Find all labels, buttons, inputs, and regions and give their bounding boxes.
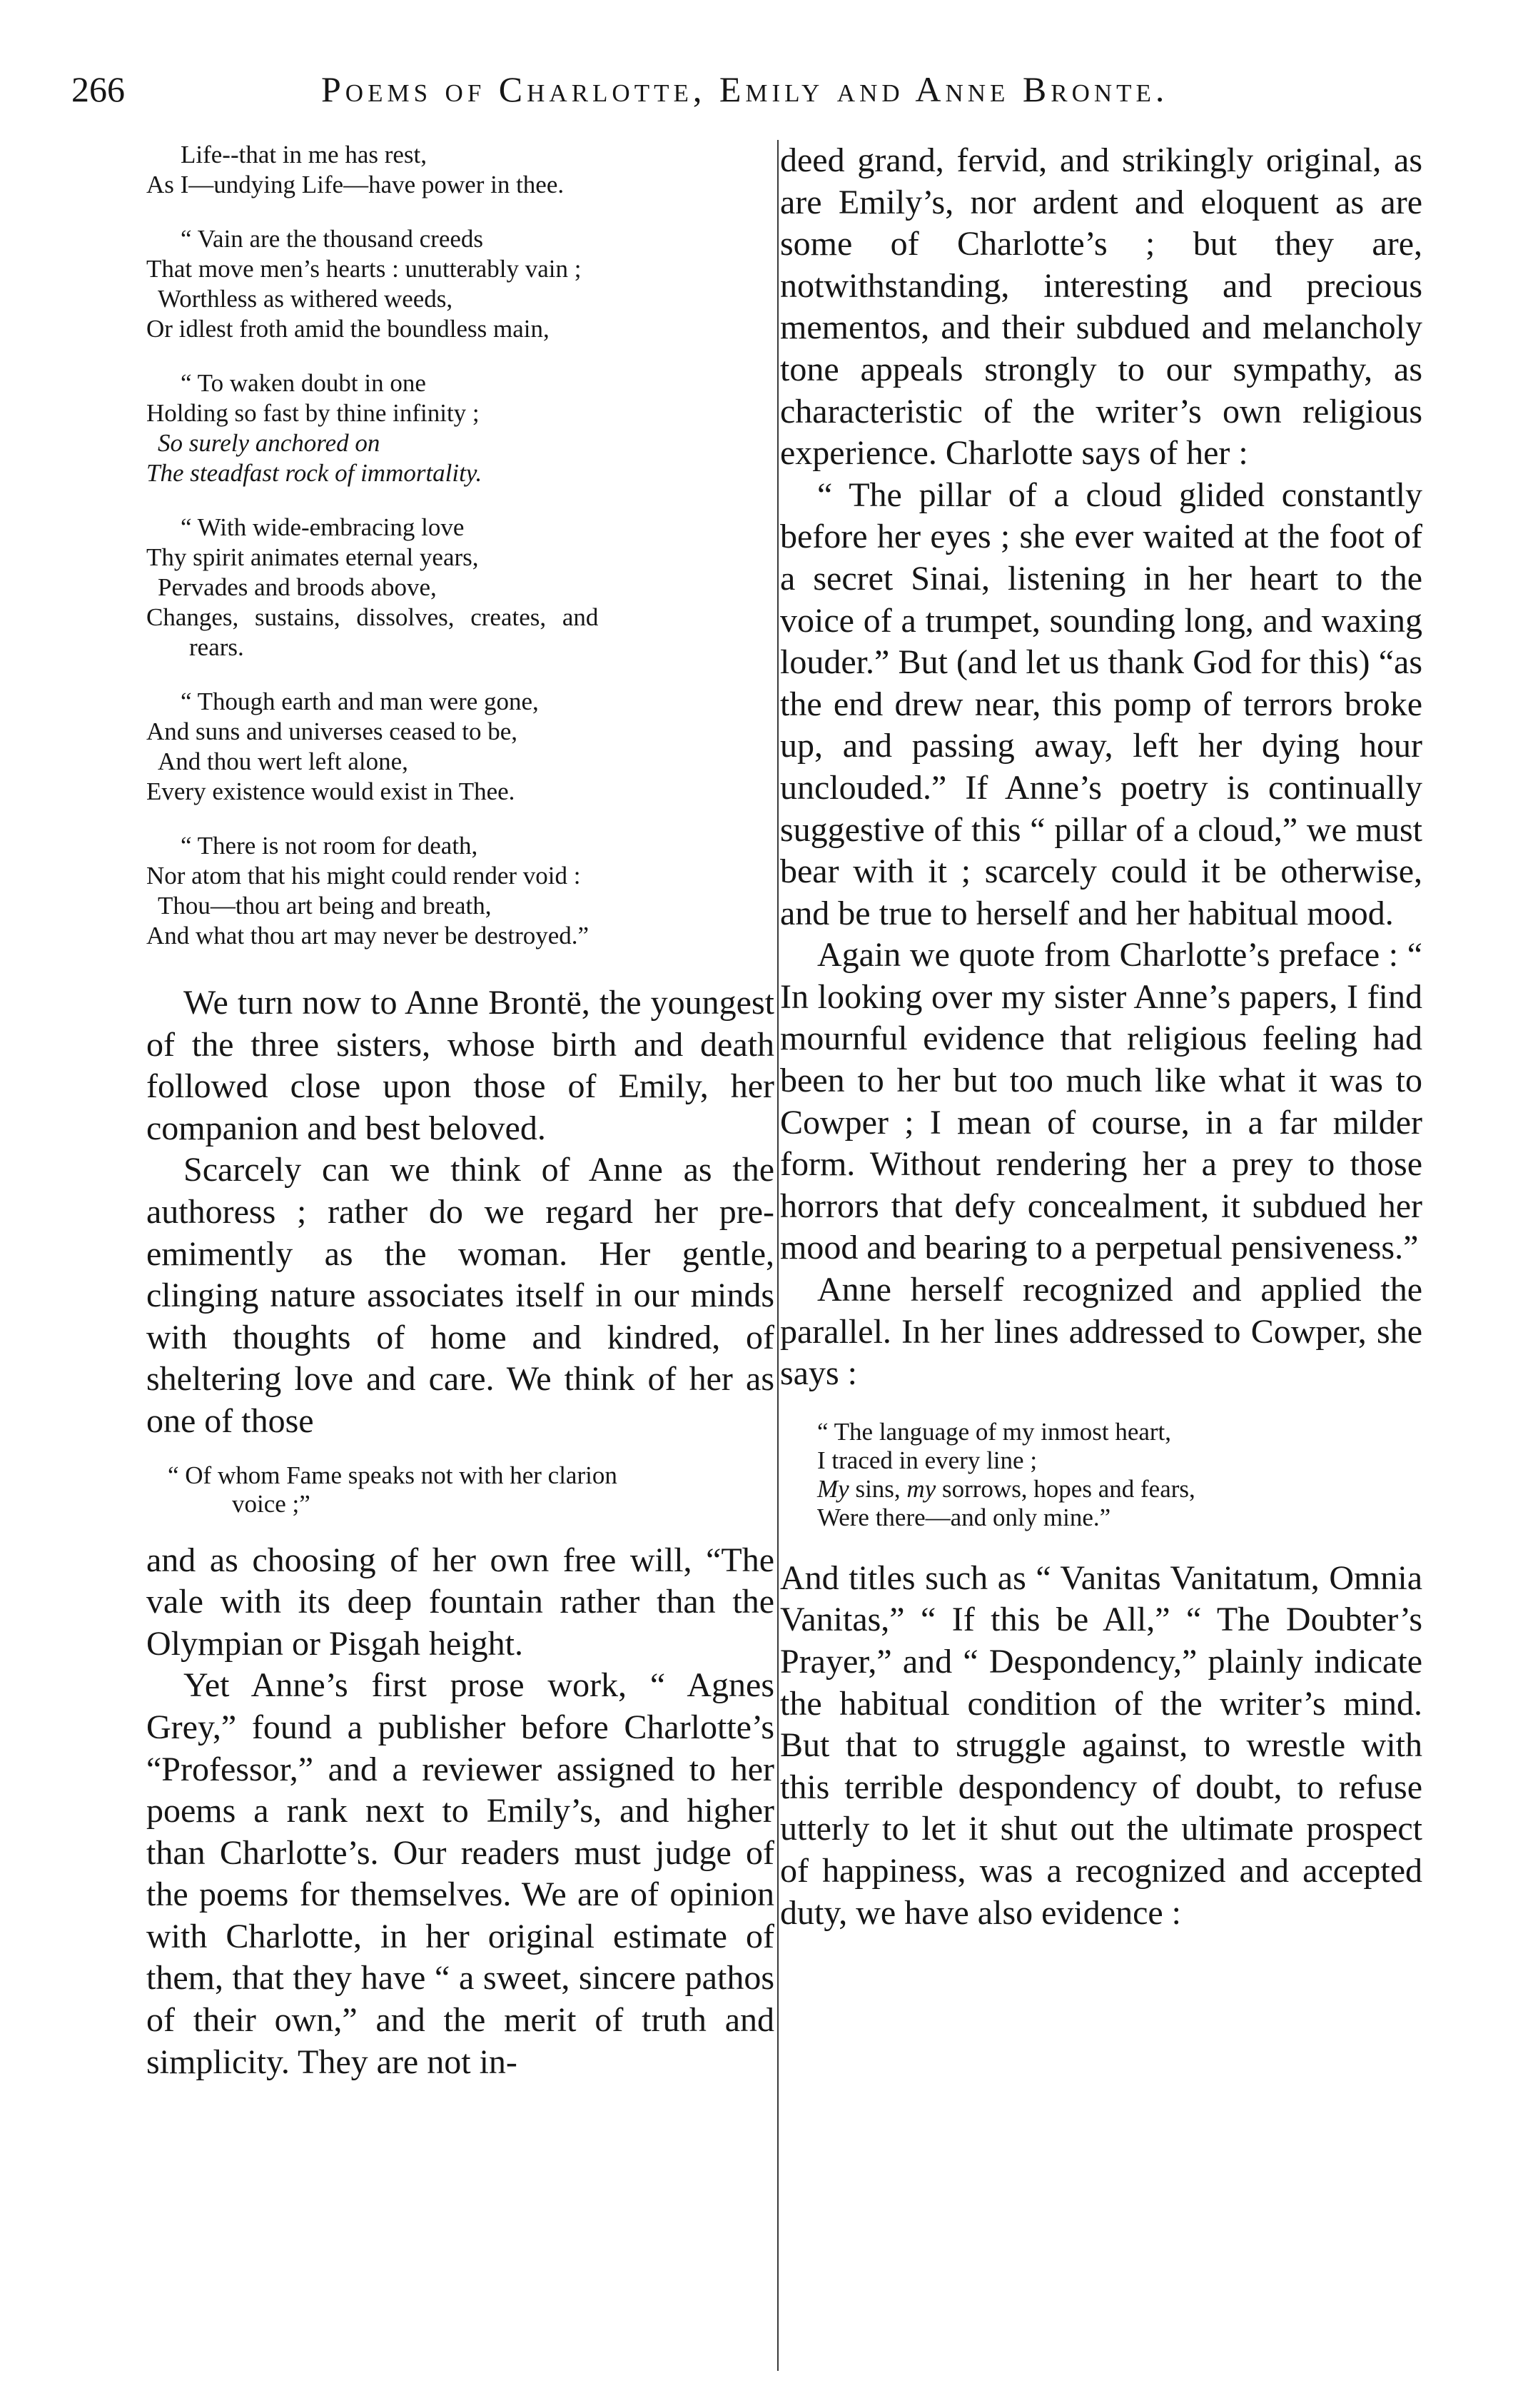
poem-line: And suns and universes ceased to be, (146, 717, 518, 745)
poem-line: Holding so fast by thine infinity ; (146, 399, 480, 427)
poem-line: Pervades and broods above, (158, 573, 437, 601)
quote-line: My sins, my sorrows, hopes and fears, (817, 1474, 1195, 1503)
poem-line: “ To waken doubt in one (181, 369, 426, 397)
block-quote (146, 1461, 774, 1518)
column-divider (777, 140, 779, 2371)
poem-line: “ There is not room for death, (181, 832, 478, 860)
poem-line: As I—undying Life—have power in thee. (146, 171, 565, 198)
poem-stanza-3 (146, 368, 774, 488)
poem-line: Life--that in me has rest, (181, 141, 427, 168)
paragraph: Anne herself recognized and applied the parallel. In her lines addressed to Cowper, she says : (780, 1271, 1422, 1393)
quote-line: I traced in every line ; (817, 1446, 1038, 1474)
poem-line: Thy spirit animates eternal years, (146, 543, 479, 571)
poem-line: “ Though earth and man were gone, (181, 687, 539, 715)
poem-line: “ With wide-embracing love (181, 513, 465, 541)
paragraph: deed grand, fervid, and strikingly original, as are Emily’s, nor ardent and eloquent as are some of Charlotte’s ; but they are, notwithstanding, interesting and precious mementos, and their subdued and melancholy tone appeals strongly to our sympathy, as characteristic of the writer’s own religious experience. Charlotte says of her : (780, 141, 1422, 473)
poem-stanza-6 (146, 831, 774, 951)
paragraph: And titles such as “ Vanitas Vanitatum, Omnia Vanitas,” “ If this be All,” “ The Doubter’s Prayer,” and “ Despondency,” plainly indicate the habitual condition of the writer’s mind. But that to struggle against, to wrestle with this terrible despondency of doubt, to refuse utterly to let it shut out the ultimate prospect of happiness, was a recognized and accepted duty, we have also evidence : (780, 1558, 1422, 1932)
paragraph: Scarcely can we think of Anne as the authoress ; rather do we regard her pre-emimently as the woman. Her gentle, clinging nature associates itself in our minds with thoughts of home and kindred, of sheltering love and care. We think of her as one of those (146, 1151, 774, 1440)
poem-line: Thou—thou art being and breath, (158, 892, 492, 920)
right-column (780, 140, 1422, 1934)
poem-line: That move men’s hearts : unutterably vain ; (146, 255, 582, 283)
poem-line: “ Vain are the thousand creeds (181, 225, 484, 253)
poem-stanza-2 (146, 224, 774, 344)
paragraph: Again we quote from Charlotte’s preface : “ In looking over my sister Anne’s papers, I find mournful evidence that religious feeling had been to her but too much like what it was to Cowper ; I mean of course, in a far milder form. Without rendering her a prey to those horrors that defy concealment, it subdued her mood and bearing to a perpetual pensiveness.” (780, 936, 1422, 1267)
poem-stanza-4 (146, 513, 774, 663)
poem-line: The steadfast rock of immortality. (146, 459, 482, 487)
paragraph: “ The pillar of a cloud glided constantly before her eyes ; she ever waited at the foot of a secret Sinai, listening in her heart to the voice of a trumpet, sounding long, and waxing louder.” But (and let us thank God for this) “as the end drew near, this pomp of terrors broke up, and passing away, left her dying hour unclouded.” If Anne’s poetry is continually suggestive of this “ pillar of a cloud,” we must bear with it ; scarcely could it be otherwise, and be true to herself and her habitual mood. (780, 475, 1422, 932)
poem-line: rears. (189, 633, 244, 661)
quote-line: voice ;” (232, 1489, 310, 1518)
poem-stanza-1 (146, 140, 774, 200)
paragraph: and as choosing of her own free will, “The vale with its deep fountain rather than the Olympian or Pisgah height. (146, 1541, 774, 1663)
paragraph: We turn now to Anne Brontë, the youngest of the three sisters, whose birth and death followed close upon those of Emily, her companion and best beloved. (146, 984, 774, 1147)
block-quote (780, 1418, 1422, 1532)
poem-line: And thou wert left alone, (158, 747, 408, 775)
poem-line: So surely anchored on (158, 429, 380, 457)
page-number: 266 (71, 69, 125, 109)
poem-line: And what thou art may never be destroyed.” (146, 922, 590, 949)
running-title: Poems of Charlotte, Emily and Anne Bronte. (321, 69, 1169, 109)
poem-line: Every existence would exist in Thee. (146, 777, 515, 805)
poem-line: Nor atom that his might could render void : (146, 862, 581, 890)
page-header (71, 69, 1449, 120)
poem-stanza-5 (146, 687, 774, 807)
paragraph: Yet Anne’s first prose work, “ Agnes Grey,” found a publisher before Charlotte’s “Professor,” and a reviewer assigned to her poems a rank next to Emily’s, and higher than Charlotte’s. Our readers must judge of the poems for themselves. We are of opinion with Charlotte, in her original estimate of them, that they have “ a sweet, sincere pathos of their own,” and the merit of truth and simplicity. They are not in- (146, 1666, 774, 2081)
quote-line: “ The language of my inmost heart, (817, 1417, 1172, 1446)
quote-line: Were there—and only mine.” (817, 1503, 1111, 1531)
poem-line: Changes, sustains, dissolves, creates, and (146, 603, 599, 631)
poem-line: Or idlest froth amid the boundless main, (146, 315, 550, 343)
quote-line: “ Of whom Fame speaks not with her clarion (168, 1461, 617, 1489)
poem-line: Worthless as withered weeds, (158, 285, 453, 313)
left-column (146, 140, 774, 2083)
